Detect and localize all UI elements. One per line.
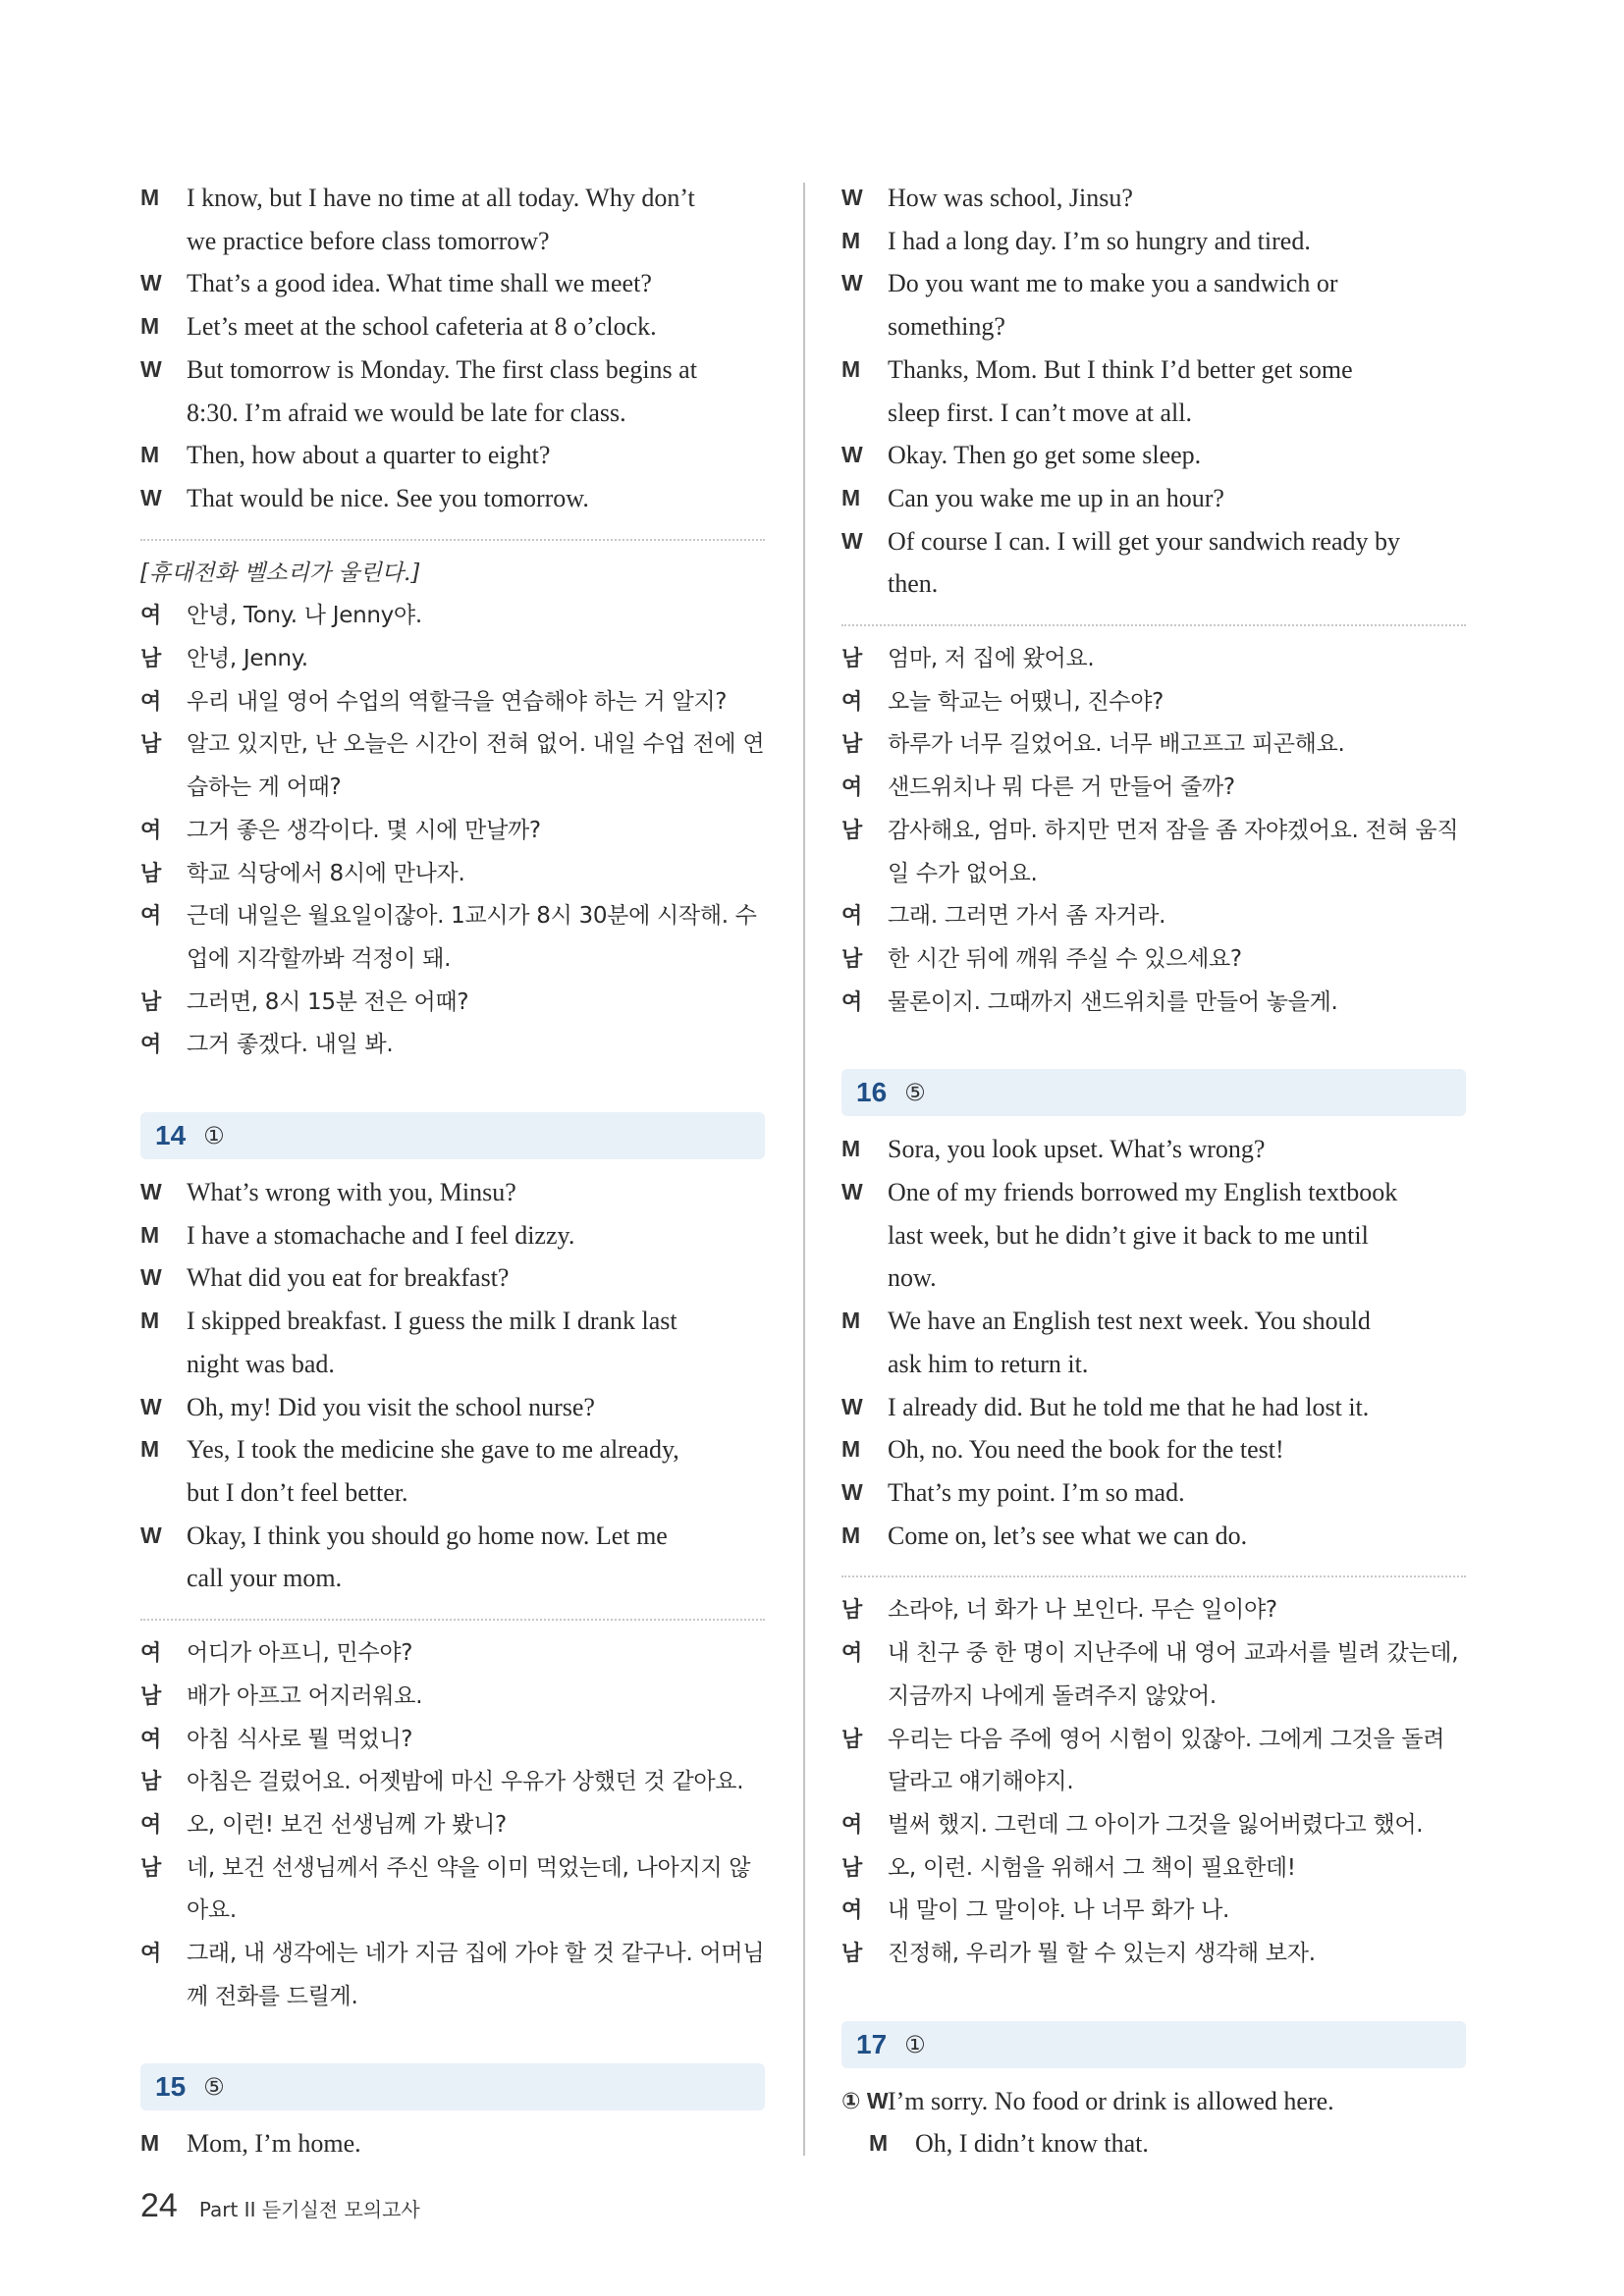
speaker-label: 남 xyxy=(841,647,862,672)
speaker-label: 남 xyxy=(841,946,862,972)
dialogue-text: 업에 지각할까봐 걱정이 돼. xyxy=(187,945,452,972)
dialogue-text: Come on, let’s see what we can do. xyxy=(888,1521,1248,1550)
dialogue-line xyxy=(140,434,765,477)
dialogue-text: 안녕, Jenny. xyxy=(187,646,308,672)
dialogue-text: 알고 있지만, 난 오늘은 시간이 전혀 없어. 내일 수업 전에 연 xyxy=(187,731,765,758)
dialogue-line xyxy=(140,1676,765,1719)
dialogue-line xyxy=(140,1515,765,1558)
dialogue-text: 그거 좋은 생각이다. 몇 시에 만날까? xyxy=(187,817,541,843)
dialogue-line xyxy=(140,1933,765,1976)
speaker-label: W xyxy=(841,270,863,296)
dialogue-continuation xyxy=(841,1676,1466,1719)
dialogue-line xyxy=(841,2122,1466,2165)
speaker-label: M xyxy=(140,313,160,340)
dialogue-text: 오, 이런! 보건 선생님께 가 봤니? xyxy=(187,1811,507,1838)
dialogue-line xyxy=(140,853,765,896)
speaker-label: 남 xyxy=(841,732,862,758)
dialogue-line xyxy=(841,1589,1466,1632)
dialogue-text: How was school, Jinsu? xyxy=(888,184,1133,212)
dialogue-line xyxy=(140,305,765,348)
dialogue-continuation xyxy=(841,1256,1466,1300)
speaker-label: W xyxy=(140,1522,162,1548)
speaker-label: 남 xyxy=(140,647,161,672)
dialogue-text: I know, but I have no time at all today. Why don’t xyxy=(187,184,695,212)
dialogue-text: sleep first. I can’t move at all. xyxy=(888,398,1192,427)
dialogue-text: 우리 내일 영어 수업의 역할극을 연습해야 하는 거 알지? xyxy=(187,688,728,715)
speaker-label: 여 xyxy=(140,1033,161,1058)
dialogue-line xyxy=(140,810,765,853)
dialogue-text: Of course I can. I will get your sandwich ready by xyxy=(888,526,1400,556)
dialogue-line xyxy=(841,723,1466,767)
speaker-label: 여 xyxy=(140,1727,161,1752)
dialogue-line xyxy=(841,982,1466,1025)
dialogue-line xyxy=(841,1428,1466,1471)
speaker-label: 남 xyxy=(140,732,161,758)
dialogue-text: 아침은 걸렀어요. 어젯밤에 마신 우유가 상했던 것 같아요. xyxy=(187,1769,744,1795)
dialogue-line xyxy=(140,1386,765,1429)
dialogue-text: 물론이지. 그때까지 샌드위치를 만들어 놓을게. xyxy=(888,988,1338,1015)
dialogue-text: 안녕, Tony. 나 Jenny야. xyxy=(187,603,422,629)
column-divider xyxy=(803,183,805,2156)
question-header xyxy=(841,1069,1466,1116)
dialogue-text: ask him to return it. xyxy=(888,1349,1089,1378)
dialogue-text: something? xyxy=(888,312,1005,342)
dialogue-text: Oh, I didn’t know that. xyxy=(915,2129,1149,2159)
dialogue-text: 아요. xyxy=(187,1897,237,1924)
dialogue-line xyxy=(841,638,1466,681)
speaker-label: 여 xyxy=(841,689,862,715)
speaker-label: 여 xyxy=(140,1641,161,1667)
left-column xyxy=(140,177,765,2165)
dialogue-text: Thanks, Mom. But I think I’d better get some xyxy=(888,354,1353,384)
dialogue-line xyxy=(841,810,1466,853)
dialogue-line xyxy=(140,595,765,638)
dialogue-line xyxy=(140,262,765,305)
dialogue-line xyxy=(841,1471,1466,1515)
speaker-label: M xyxy=(140,1308,160,1334)
dotted-separator xyxy=(841,1575,1466,1577)
dialogue-text: 아침 식사로 뭘 먹었니? xyxy=(187,1726,413,1752)
dialogue-text: Yes, I took the medicine she gave to me already, xyxy=(187,1435,679,1465)
speaker-label: 여 xyxy=(140,604,161,629)
dialogue-text: 내 말이 그 말이야. 나 너무 화가 나. xyxy=(888,1897,1230,1924)
dialogue-line xyxy=(140,348,765,392)
speaker-label: 남 xyxy=(841,1598,862,1624)
speaker-label: M xyxy=(140,1221,160,1248)
dialogue-line xyxy=(841,1171,1466,1214)
dialogue-text: 소라야, 너 화가 나 보인다. 무슨 일이야? xyxy=(888,1597,1277,1624)
dialogue-text: 엄마, 저 집에 왔어요. xyxy=(888,646,1095,672)
speaker-label: 여 xyxy=(841,904,862,930)
dialogue-text: 진정해, 우리가 뭘 할 수 있는지 생각해 보자. xyxy=(888,1941,1316,1967)
speaker-label: W xyxy=(841,527,863,554)
dialogue-line xyxy=(841,1804,1466,1847)
dialogue-text: 일 수가 없어요. xyxy=(888,860,1038,886)
speaker-label: 남 xyxy=(140,1683,161,1709)
speaker-label: 여 xyxy=(140,689,161,715)
dialogue-line xyxy=(841,1386,1466,1429)
dialogue-continuation xyxy=(140,1890,765,1933)
dialogue-continuation xyxy=(140,1471,765,1515)
speaker-label: W xyxy=(140,270,162,296)
dialogue-text: we practice before class tomorrow? xyxy=(187,226,550,255)
dialogue-continuation xyxy=(140,1343,765,1386)
dialogue-line xyxy=(140,1632,765,1676)
dialogue-line xyxy=(841,477,1466,520)
dialogue-line xyxy=(140,638,765,681)
dialogue-text: 그래. 그러면 가서 좀 자거라. xyxy=(888,903,1166,930)
question-number: 16 xyxy=(856,1077,888,1108)
speaker-label: 여 xyxy=(140,1812,161,1838)
dialogue-line xyxy=(140,681,765,724)
dialogue-continuation xyxy=(841,853,1466,896)
speaker-label: M xyxy=(140,185,160,210)
dialogue-text: I had a long day. I’m so hungry and tired. xyxy=(888,226,1311,255)
dialogue-text: 하루가 너무 길었어요. 너무 배고프고 피곤해요. xyxy=(888,731,1345,758)
dialogue-continuation xyxy=(841,392,1466,435)
dotted-separator xyxy=(140,539,765,541)
speaker-label: ① W xyxy=(841,2087,889,2113)
speaker-label: 남 xyxy=(140,1770,161,1795)
dialogue-text: then. xyxy=(888,569,939,599)
dialogue-line xyxy=(841,681,1466,724)
dialogue-text: 네, 보건 선생님께서 주신 약을 이미 먹었는데, 나아지지 않 xyxy=(187,1854,751,1881)
dialogue-text: We have an English test next week. You should xyxy=(888,1307,1371,1336)
dialogue-continuation xyxy=(841,305,1466,348)
speaker-label: 여 xyxy=(841,1641,862,1667)
question-number: 14 xyxy=(155,1120,187,1151)
dotted-separator xyxy=(841,624,1466,626)
dialogue-line xyxy=(140,1024,765,1067)
speaker-label: 남 xyxy=(140,1855,161,1881)
dialogue-line xyxy=(140,2122,765,2165)
answer-mark: ① xyxy=(203,1122,225,1150)
speaker-label: M xyxy=(841,227,861,253)
dialogue-text: 습하는 게 어때? xyxy=(187,774,342,801)
dialogue-continuation xyxy=(140,767,765,810)
dotted-separator xyxy=(140,1619,765,1621)
dialogue-text: Okay, I think you should go home now. Let me xyxy=(187,1521,668,1550)
dialogue-line xyxy=(841,1890,1466,1933)
dialogue-text: Do you want me to make you a sandwich or xyxy=(888,269,1338,298)
dialogue-text: 오늘 학교는 어땠니, 진수야? xyxy=(888,688,1164,715)
answer-mark: ⑤ xyxy=(904,1079,926,1107)
speaker-label: M xyxy=(841,1522,861,1548)
speaker-label: 남 xyxy=(841,818,862,843)
dialogue-text: 벌써 했지. 그런데 그 아이가 그것을 잃어버렸다고 했어. xyxy=(888,1811,1424,1838)
speaker-label: M xyxy=(869,2130,889,2157)
dialogue-line xyxy=(841,520,1466,563)
dialogue-text: night was bad. xyxy=(187,1349,335,1378)
speaker-label: 남 xyxy=(841,1855,862,1881)
dialogue-line xyxy=(140,1804,765,1847)
dialogue-text: but I don’t feel better. xyxy=(187,1477,408,1507)
dialogue-text: I skipped breakfast. I guess the milk I drank last xyxy=(187,1307,677,1336)
dialogue-continuation xyxy=(140,220,765,263)
dialogue-line xyxy=(841,434,1466,477)
dialogue-line xyxy=(841,1933,1466,1976)
dialogue-text: 감사해요, 엄마. 하지만 먼저 잠을 좀 자야겠어요. 전혀 움직 xyxy=(888,817,1459,843)
dialogue-line xyxy=(841,1300,1466,1343)
dialogue-text: Mom, I’m home. xyxy=(187,2129,361,2159)
dialogue-line xyxy=(841,220,1466,263)
question-header xyxy=(140,1112,765,1159)
page-number: 24 xyxy=(140,2187,178,2224)
speaker-label: M xyxy=(841,484,861,510)
dialogue-text: What’s wrong with you, Minsu? xyxy=(187,1178,516,1207)
dialogue-text: 달라고 얘기해야지. xyxy=(888,1769,1074,1795)
dialogue-line xyxy=(841,1719,1466,1762)
dialogue-line xyxy=(140,982,765,1025)
dialogue-line xyxy=(841,938,1466,982)
question-header xyxy=(140,2063,765,2110)
speaker-label: M xyxy=(140,442,160,468)
dialogue-line xyxy=(140,177,765,220)
dialogue-text: 어디가 아프니, 민수야? xyxy=(187,1640,413,1667)
speaker-label: M xyxy=(140,1436,160,1463)
answer-mark: ① xyxy=(904,2030,926,2058)
speaker-label: M xyxy=(140,2130,160,2157)
dialogue-line xyxy=(140,1847,765,1891)
dialogue-continuation xyxy=(140,938,765,982)
dialogue-line xyxy=(140,1428,765,1471)
dialogue-text: 8:30. I’m afraid we would be late for class. xyxy=(187,398,626,427)
speaker-label: 여 xyxy=(841,775,862,801)
dialogue-continuation xyxy=(841,1761,1466,1804)
dialogue-text: 께 전화를 드릴게. xyxy=(187,1983,358,2009)
right-column xyxy=(841,177,1466,2165)
page-footer xyxy=(140,2187,420,2225)
dialogue-line xyxy=(140,1256,765,1300)
dialogue-line xyxy=(140,1214,765,1257)
dialogue-text: Okay. Then go get some sleep. xyxy=(888,441,1202,470)
dialogue-line xyxy=(140,723,765,767)
dialogue-text: That would be nice. See you tomorrow. xyxy=(187,483,589,512)
dialogue-text: 샌드위치나 뭐 다른 거 만들어 줄까? xyxy=(888,774,1235,801)
dialogue-continuation xyxy=(841,1214,1466,1257)
dialogue-line xyxy=(140,895,765,938)
speaker-label: 남 xyxy=(140,989,161,1015)
dialogue-line xyxy=(140,1171,765,1214)
dialogue-line xyxy=(841,1847,1466,1891)
dialogue-text: 우리는 다음 주에 영어 시험이 있잖아. 그에게 그것을 돌려 xyxy=(888,1726,1445,1752)
dialogue-continuation xyxy=(140,392,765,435)
speaker-label: 남 xyxy=(841,1727,862,1752)
dialogue-line xyxy=(140,1761,765,1804)
dialogue-continuation xyxy=(140,1557,765,1600)
dialogue-line xyxy=(841,767,1466,810)
speaker-label: M xyxy=(841,355,861,382)
speaker-label: W xyxy=(140,355,162,382)
dialogue-text: I already did. But he told me that he had lost it. xyxy=(888,1392,1370,1421)
dialogue-line xyxy=(841,348,1466,392)
dialogue-continuation xyxy=(841,1343,1466,1386)
speaker-label: W xyxy=(841,442,863,468)
dialogue-text: Oh, my! Did you visit the school nurse? xyxy=(187,1392,595,1421)
dialogue-text: 지금까지 나에게 돌려주지 않았어. xyxy=(888,1682,1217,1709)
dialogue-text: I have a stomachache and I feel dizzy. xyxy=(187,1220,575,1250)
dialogue-line xyxy=(841,177,1466,220)
speaker-label: 여 xyxy=(140,1942,161,1967)
dialogue-text: Then, how about a quarter to eight? xyxy=(187,441,551,470)
speaker-label: W xyxy=(140,1179,162,1205)
speaker-label: M xyxy=(841,1308,861,1334)
speaker-label: 여 xyxy=(140,904,161,930)
question-header xyxy=(841,2021,1466,2068)
dialogue-text: What did you eat for breakfast? xyxy=(187,1263,510,1293)
dialogue-line xyxy=(841,895,1466,938)
dialogue-text: I’m sorry. No food or drink is allowed here. xyxy=(888,2086,1334,2115)
dialogue-line xyxy=(841,1515,1466,1558)
speaker-label: 여 xyxy=(140,818,161,843)
part-title: Part II 듣기실전 모의고사 xyxy=(198,2198,420,2221)
dialogue-line xyxy=(140,1300,765,1343)
speaker-label: M xyxy=(841,1436,861,1463)
speaker-label: 여 xyxy=(841,989,862,1015)
dialogue-text: That’s my point. I’m so mad. xyxy=(888,1477,1185,1507)
dialogue-text: One of my friends borrowed my English textbook xyxy=(888,1178,1398,1207)
dialogue-text: Oh, no. You need the book for the test! xyxy=(888,1435,1284,1465)
speaker-label: W xyxy=(841,1478,863,1505)
dialogue-text: 그래, 내 생각에는 네가 지금 집에 가야 할 것 같구나. 어머님 xyxy=(187,1941,765,1967)
dialogue-text: 그거 좋겠다. 내일 봐. xyxy=(187,1032,394,1058)
dialogue-line xyxy=(841,2080,1466,2123)
answer-mark: ⑤ xyxy=(203,2073,225,2102)
dialogue-text: 내 친구 중 한 명이 지난주에 내 영어 교과서를 빌려 갔는데, xyxy=(888,1640,1459,1667)
speaker-label: W xyxy=(841,1393,863,1419)
dialogue-text: That’s a good idea. What time shall we meet? xyxy=(187,269,652,298)
speaker-label: M xyxy=(841,1136,861,1162)
speaker-label: W xyxy=(140,484,162,510)
dialogue-text: now. xyxy=(888,1263,937,1293)
dialogue-text: call your mom. xyxy=(187,1564,343,1593)
dialogue-text: 배가 아프고 어지러워요. xyxy=(187,1682,423,1709)
dialogue-text: 한 시간 뒤에 깨워 주실 수 있으세요? xyxy=(888,945,1242,972)
question-number: 17 xyxy=(856,2028,888,2059)
speaker-label: W xyxy=(841,185,863,210)
dialogue-text: Sora, you look upset. What’s wrong? xyxy=(888,1135,1266,1164)
dialogue-line xyxy=(841,1128,1466,1171)
speaker-label: W xyxy=(841,1179,863,1205)
dialogue-text: 그러면, 8시 15분 전은 어때? xyxy=(187,988,469,1015)
speaker-label: 여 xyxy=(841,1898,862,1924)
dialogue-continuation xyxy=(140,1976,765,2019)
dialogue-text: Let’s meet at the school cafeteria at 8 o’clock. xyxy=(187,312,657,342)
speaker-label: W xyxy=(140,1393,162,1419)
dialogue-line xyxy=(841,1632,1466,1676)
dialogue-text: 오, 이런. 시험을 위해서 그 책이 필요한데! xyxy=(888,1854,1296,1881)
dialogue-text: 근데 내일은 월요일이잖아. 1교시가 8시 30분에 시작해. 수 xyxy=(187,903,757,930)
dialogue-text: Can you wake me up in an hour? xyxy=(888,483,1224,512)
dialogue-line xyxy=(140,477,765,520)
speaker-label: 여 xyxy=(841,1812,862,1838)
dialogue-line xyxy=(841,262,1466,305)
dialogue-line xyxy=(140,1719,765,1762)
speaker-label: W xyxy=(140,1264,162,1291)
dialogue-continuation xyxy=(841,562,1466,606)
dialogue-text: 학교 식당에서 8시에 만나자. xyxy=(187,860,465,886)
question-number: 15 xyxy=(155,2071,187,2103)
dialogue-text: last week, but he didn’t give it back to me until xyxy=(888,1220,1369,1250)
stage-direction: [휴대전화 벨소리가 울린다.] xyxy=(140,560,420,586)
speaker-label: 남 xyxy=(841,1942,862,1967)
dialogue-text: But tomorrow is Monday. The first class begins at xyxy=(187,354,697,384)
speaker-label: 남 xyxy=(140,861,161,886)
